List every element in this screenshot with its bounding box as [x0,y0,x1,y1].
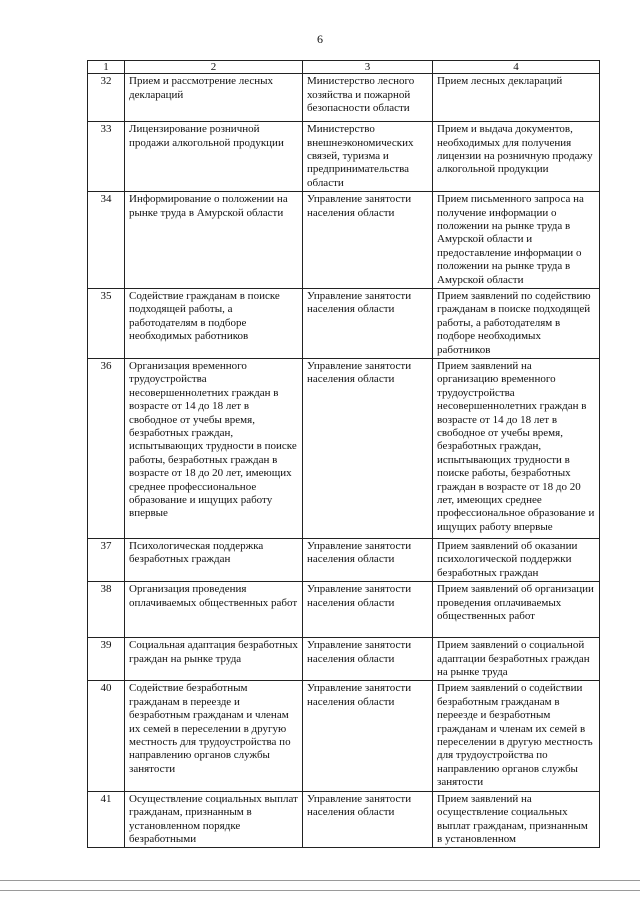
responsible-body-cell: Управление занятости населения области [303,288,433,358]
table-row [88,74,600,122]
table-row [88,638,600,681]
responsible-body-cell: Управление занятости населения области [303,638,433,681]
row-number: 40 [88,681,125,791]
column-header: 2 [125,61,303,74]
service-name-cell: Социальная адаптация безработных граждан на рынке труда [125,638,303,681]
scan-edge-line [0,880,640,881]
row-number: 33 [88,122,125,192]
row-number: 34 [88,192,125,289]
result-cell: Прием письменного запроса на получение информации о положении на рынке труда в Амурской области и предоставление информации о положении на рынке труда в Амурской области [433,192,600,289]
scan-edge-line [0,890,640,891]
service-name-cell: Содействие безработным гражданам в переезде и безработным гражданам и членам их семей в переселении в другую местность для трудоустройства по направлению органов службы занятости [125,681,303,791]
page-number: 6 [317,32,323,46]
service-name-cell: Организация проведения оплачиваемых общественных работ [125,582,303,638]
row-number: 36 [88,359,125,539]
table-row [88,791,600,848]
table-row [88,582,600,638]
result-cell: Прием заявлений на организацию временного трудоустройства несовершеннолетних граждан в возрасте от 14 до 18 лет в свободное от учебы время, безработных граждан, испытывающих трудности в поиске работы, безработных граждан в возрасте от 18 до 20 лет, имеющих среднее профессиональное образование и ищущих работу впервые [433,359,600,539]
result-cell: Прием лесных деклараций [433,74,600,122]
result-cell: Прием заявлений о социальной адаптации безработных граждан на рынке труда [433,638,600,681]
result-cell: Прием заявлений по содействию гражданам в поиске подходящей работы, а работодателям в подборе необходимых работников [433,288,600,358]
responsible-body-cell: Управление занятости населения области [303,192,433,289]
responsible-body-cell: Управление занятости населения области [303,539,433,582]
column-header: 3 [303,61,433,74]
service-name-cell: Осуществление социальных выплат гражданам, признанным в установленном порядке безработными [125,791,303,848]
result-cell: Прием заявлений о содействии безработным гражданам в переезде и безработным гражданам и членам их семей в переселении в другую местность для трудоустройства по направлению органов службы занятости [433,681,600,791]
responsible-body-cell: Управление занятости населения области [303,681,433,791]
result-cell: Прием заявлений на осуществление социальных выплат гражданам, признанным в установленном [433,791,600,848]
row-number: 41 [88,791,125,848]
responsible-body-cell: Управление занятости населения области [303,359,433,539]
responsible-body-cell: Управление занятости населения области [303,582,433,638]
row-number: 38 [88,582,125,638]
responsible-body-cell: Управление занятости населения области [303,791,433,848]
column-header: 4 [433,61,600,74]
table-row [88,288,600,358]
responsible-body-cell: Министерство лесного хозяйства и пожарной безопасности области [303,74,433,122]
table-header-row [88,61,600,74]
column-header: 1 [88,61,125,74]
service-name-cell: Информирование о положении на рынке труда в Амурской области [125,192,303,289]
responsible-body-cell: Министерство внешнеэкономических связей, туризма и предпринимательства области [303,122,433,192]
result-cell: Прием и выдача документов, необходимых для получения лицензии на розничную продажу алкогольной продукции [433,122,600,192]
result-cell: Прием заявлений об оказании психологической поддержки безработных граждан [433,539,600,582]
row-number: 32 [88,74,125,122]
table-row [88,192,600,289]
table-row [88,359,600,539]
service-name-cell: Прием и рассмотрение лесных деклараций [125,74,303,122]
row-number: 37 [88,539,125,582]
row-number: 39 [88,638,125,681]
service-name-cell: Содействие гражданам в поиске подходящей работы, а работодателям в подборе необходимых работников [125,288,303,358]
service-name-cell: Лицензирование розничной продажи алкогольной продукции [125,122,303,192]
row-number: 35 [88,288,125,358]
service-name-cell: Организация временного трудоустройства несовершеннолетних граждан в возрасте от 14 до 18 лет в свободное от учебы время, безработных граждан, испытывающих трудности в поиске работы, безработных граждан в возрасте от 18 до 20 лет, имеющих среднее профессиональное образование и ищущих работу впервые [125,359,303,539]
table-row [88,681,600,791]
service-name-cell: Психологическая поддержка безработных граждан [125,539,303,582]
result-cell: Прием заявлений об организации проведения оплачиваемых общественных работ [433,582,600,638]
table-row [88,539,600,582]
services-table [87,60,600,848]
table-row [88,122,600,192]
